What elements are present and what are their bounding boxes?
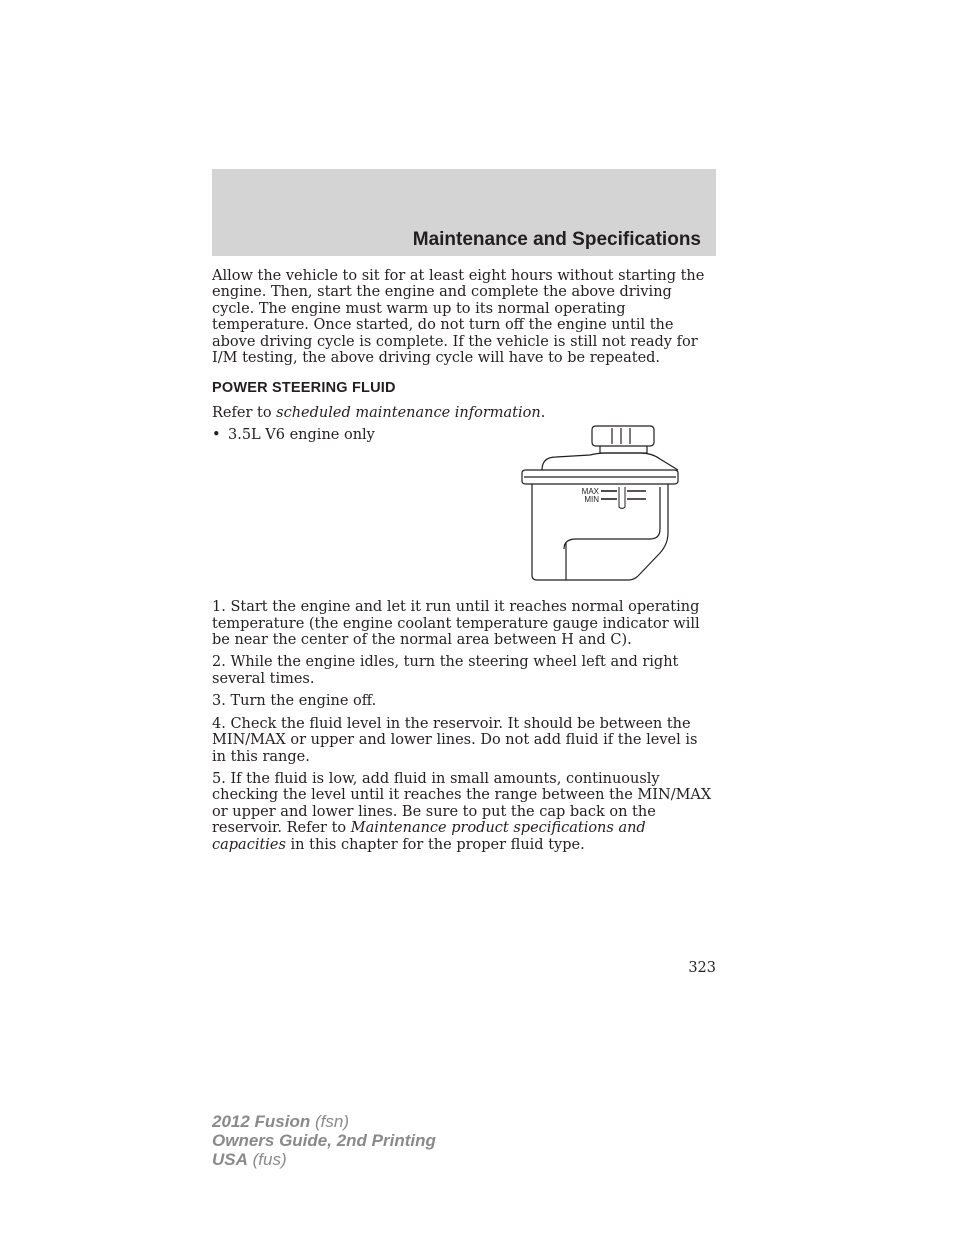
footer-region: USA [212, 1150, 248, 1169]
step-item: 1. Start the engine and let it run until it reaches normal operating temperature (the engine coolant temperature gauge indicator will be near the center of the normal area between H and C). [212, 599, 700, 649]
scheduled-maintenance-link[interactable]: scheduled maintenance information [276, 404, 541, 421]
footer [212, 1112, 436, 1169]
bullet-label: 3.5L V6 engine only [228, 427, 375, 444]
step-item: 4. Check the fluid level in the reservoir. It should be between the MIN/MAX or upper and lower lines. Do not add fluid if the level is in this range. [212, 715, 698, 765]
reservoir-inner-contour [564, 487, 660, 549]
step-5-text-a: 5. If the fluid is low, add fluid in small amounts, continuously checking the level until it reaches the range between the MIN/MAX or upper and lower lines. Be sure to put the cap back on the reservoir. Refer to [212, 770, 712, 837]
bullet-text-wrap [212, 427, 375, 443]
reservoir-body [532, 484, 668, 580]
level-indicator [619, 487, 625, 509]
refer-paragraph [212, 405, 716, 421]
footer-model: 2012 Fusion [212, 1112, 311, 1131]
capacities-link[interactable]: Maintenance product specifications and capacities [212, 820, 646, 853]
refer-suffix: . [540, 404, 546, 421]
reservoir-neck [600, 446, 647, 453]
step-5-text-b: in this chapter for the proper fluid type. [285, 836, 585, 853]
footer-line-2: Owners Guide, 2nd Printing [212, 1131, 436, 1150]
intro-paragraph: Allow the vehicle to sit for at least eight hours without starting the engine. Then, start the engine and complete the above driving cycle. The engine must warm up to its normal operating temperature. Once started, do not turn off the engine until the above driving cycle is complete. If the vehicle is still not ready for I/M testing, the above driving cycle will have to be repeated. [212, 268, 705, 367]
page-number: 323 [688, 960, 716, 976]
chapter-header [212, 169, 716, 256]
min-label: MIN [584, 495, 599, 505]
page-content [212, 268, 716, 859]
reservoir-illustration [520, 425, 690, 585]
steps-list [212, 599, 716, 853]
reservoir-cap [592, 426, 654, 446]
step-item: 3. Turn the engine off. [212, 693, 377, 710]
bullet-dot: • [212, 427, 221, 444]
refer-prefix: Refer to [212, 404, 277, 421]
footer-model-code: (fsn) [310, 1112, 349, 1131]
footer-line-1 [212, 1112, 436, 1131]
max-label: MAX [581, 487, 599, 497]
section-heading: POWER STEERING FLUID [212, 380, 396, 397]
chapter-title: Maintenance and Specifications [412, 229, 701, 250]
footer-line-3 [212, 1150, 436, 1169]
footer-region-code: (fus) [247, 1150, 287, 1169]
bullet-item [212, 427, 716, 593]
reservoir-shoulder [542, 453, 678, 470]
step-item: 2. While the engine idles, turn the steering wheel left and right several times. [212, 654, 679, 687]
step-item [212, 771, 716, 853]
